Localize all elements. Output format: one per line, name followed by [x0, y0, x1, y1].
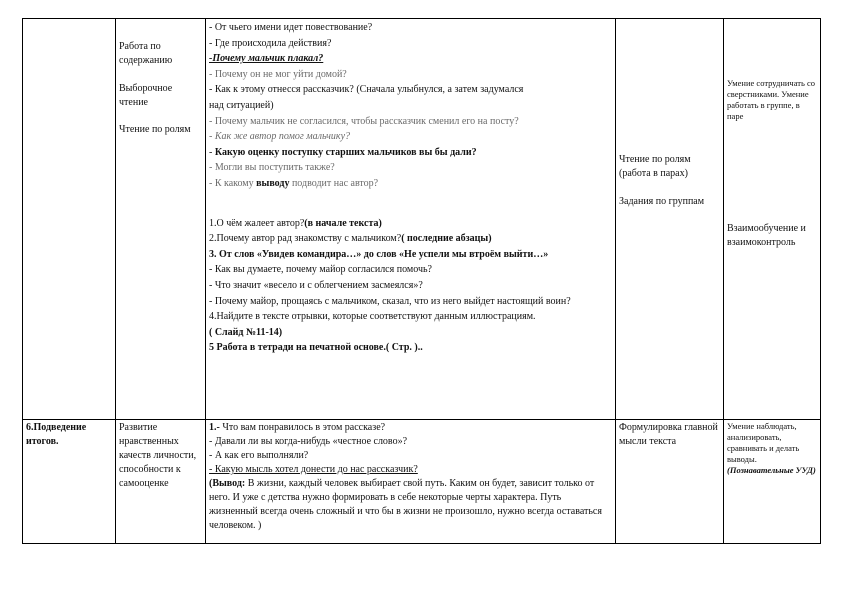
students-cell — [616, 19, 724, 420]
stage-cell — [23, 19, 116, 420]
table-row — [23, 420, 821, 544]
question-part: 2.Почему автор рад знакомству с мальчиком? — [209, 233, 402, 245]
question-line: - Почему мальчик не согласился, чтобы рассказчик сменил его на посту? — [209, 115, 519, 127]
question-line — [209, 145, 612, 161]
students-cell — [616, 420, 724, 544]
question-line: - От чьего имени идет повествование? — [209, 22, 373, 33]
question-line — [209, 176, 612, 192]
dash: - — [209, 146, 215, 158]
question-line: -Почему мальчик плакал? — [209, 53, 324, 65]
question-part: Что вам понравилось в этом рассказе? — [222, 422, 386, 433]
uud-cell — [724, 420, 821, 544]
question-line: над ситуацией) — [209, 99, 274, 111]
uud-cell — [724, 19, 821, 420]
question-line: - Где происходила действия? — [209, 37, 332, 49]
question-note: ( последние абзацы) — [401, 233, 492, 245]
slide-reference: ( Слайд №11-14) — [209, 326, 283, 338]
question-line: - Почему майор, прощаясь с мальчиком, сказал, что из него выйдет настоящий воин? — [209, 295, 571, 307]
method-work-on-content: Работа по содержанию — [119, 41, 173, 66]
bold-question: Какую оценку поступку старших мальчиков вы бы дали? — [214, 146, 477, 158]
question-line: - Как же автор помог мальчику? — [209, 131, 351, 143]
method-role-reading: Чтение по ролям — [119, 124, 191, 135]
question-line: - Могли вы поступить также? — [209, 162, 335, 174]
task-line: 3. От слов «Увидев командира…» до слов «Не успели мы втроём выйти…» — [209, 248, 549, 260]
uud-skill: Умение наблюдать, анализировать, сравнивать и делать выводы. — [727, 421, 800, 464]
question-line — [209, 216, 612, 232]
stage-cell — [23, 420, 116, 544]
question-number: 1.- — [209, 422, 223, 433]
table-row — [23, 19, 821, 420]
question-line: - Что значит «весело и с облегчением засмеялся»? — [209, 279, 423, 291]
conclusion-body: В жизни, каждый человек выбирает свой путь. Каким он будет, зависит только от него. И уже с детства нужно формировать в себе некоторые черты характера. Путь жизненный всегда очень сложный и что бы в жизни не произошло, нужно всегда оставаться человеком. ) — [209, 478, 602, 531]
question-line: - Как вы думаете, почему майор согласился помочь? — [209, 264, 432, 276]
methods-cell — [116, 19, 206, 420]
content-cell — [206, 19, 616, 420]
conclusion-text — [209, 477, 612, 533]
stage-goal: Развитие нравственных качеств личности, способности к самооценке — [119, 422, 197, 489]
question-line: - Как к этому отнесся рассказчик? (Сначала улыбнулся, а затем задумался — [209, 84, 524, 96]
students-activity: Чтение по ролям (работа в парах) — [619, 154, 691, 179]
students-activity: Формулировка главной мысли текста — [619, 422, 718, 447]
content-cell — [206, 420, 616, 544]
question-line: - Какую мысль хотел донести до нас рассказчик? — [209, 464, 418, 475]
uud-skill: Умение сотрудничать со сверстниками. Умение работать в группе, в паре — [727, 78, 815, 121]
lesson-plan-table — [22, 18, 821, 544]
question-line — [209, 231, 612, 247]
question-part: - К какому — [209, 177, 257, 189]
methods-cell — [116, 420, 206, 544]
method-selective-reading: Выборочное чтение — [119, 83, 173, 108]
question-part: 1.О чём жалеет автор? — [209, 217, 305, 229]
task-line: 5 Работа в тетради на печатной основе.( Стр. ).. — [209, 342, 423, 354]
question-note: (в начале текста) — [304, 217, 382, 229]
conclusion-label: (Вывод: — [209, 478, 246, 489]
question-line: - А как его выполняли? — [209, 450, 309, 461]
question-line: - Давали ли вы когда-нибудь «честное слово»? — [209, 436, 408, 447]
question-part: подводит нас автор? — [289, 177, 379, 189]
uud-type: (Познавательные УУД) — [727, 465, 816, 475]
question-keyword: выводу — [256, 177, 290, 189]
task-line: 4.Найдите в тексте отрывки, которые соответствуют данным иллюстрациям. — [209, 311, 536, 323]
uud-skill: Взаимообучение и взаимоконтроль — [727, 223, 806, 248]
stage-label: 6.Подведение итогов. — [26, 422, 87, 447]
question-line: - Почему он не мог уйти домой? — [209, 68, 347, 80]
students-activity: Задания по группам — [619, 196, 705, 207]
question-line — [209, 421, 612, 435]
